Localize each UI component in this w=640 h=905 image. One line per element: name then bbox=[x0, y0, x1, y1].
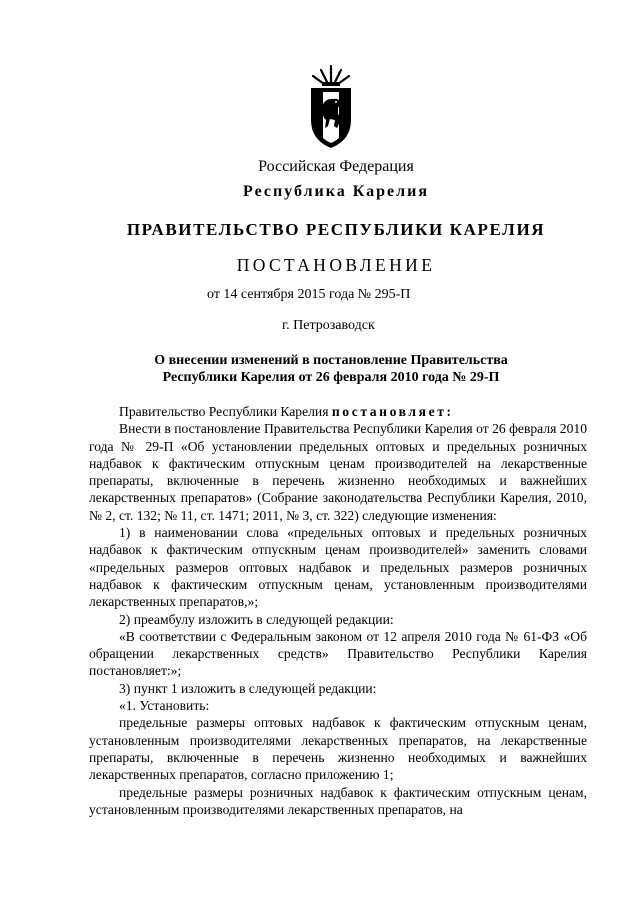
subject-line-1: О внесении изменений в постановление Правительства bbox=[154, 353, 508, 368]
government-title: ПРАВИТЕЛЬСТВО РЕСПУБЛИКИ КАРЕЛИЯ bbox=[126, 220, 546, 239]
body-paragraph: предельные размеры оптовых надбавок к фактическим отпускным ценам, установленным производителями лекарственных препаратов, на лекарственные препараты, включенные в перечень жизненно необходимых и важнейших лекарственных препаратов, согласно приложению 1; bbox=[89, 715, 587, 783]
decree-body bbox=[89, 403, 587, 818]
body-paragraph: Внести в постановление Правительства Республики Карелия от 26 февраля 2010 года № 29-П «Об установлении предельных оптовых и предельных розничных надбавок к фактическим отпускным ценам производителей на лекарственные препараты, включенные в перечень жизненно необходимых и важнейших лекарственных препаратов» (Собрание законодательства Республики Карелия, 2010, № 2, ст. 132; № 11, ст. 1471; 2011, № 3, ст. 322) следующие изменения: bbox=[89, 421, 587, 523]
intro-spaced-verb: постановляет: bbox=[331, 404, 454, 419]
body-paragraph: «В соответствии с Федеральным законом от 12 апреля 2010 года № 61-ФЗ «Об обращении лекарственных средств» Правительство Республики Карелия постановляет:»; bbox=[89, 628, 587, 679]
country-name: Российская Федерация bbox=[258, 158, 414, 175]
body-paragraph: «1. Установить: bbox=[119, 698, 210, 714]
intro-text: Правительство Республики Карелия bbox=[119, 404, 332, 419]
decree-date-number: от 14 сентября 2015 года № 295-П bbox=[207, 287, 411, 302]
body-paragraph: предельные размеры розничных надбавок к фактическим отпускным ценам, установленным производителями лекарственных препаратов, на bbox=[89, 784, 587, 817]
subject-line-2: Республики Карелия от 26 февраля 2010 года № 29-П bbox=[162, 370, 500, 385]
body-paragraph: 2) преамбулу изложить в следующей редакции: bbox=[119, 611, 394, 627]
document-type: ПОСТАНОВЛЕНИЕ bbox=[236, 255, 436, 275]
body-paragraph: 3) пункт 1 изложить в следующей редакции: bbox=[119, 680, 377, 696]
karelia-coat-of-arms-icon bbox=[303, 62, 359, 152]
body-paragraph: 1) в наименовании слова «предельных оптовых и предельных розничных надбавок к фактическим отпускным ценам производителей» заменить словами «предельных размеров оптовых надбавок и предельных размеров розничных надбавок к фактическим отпускным ценам, установленным производителями лекарственных препаратов,»; bbox=[89, 525, 587, 610]
decree-city: г. Петрозаводск bbox=[282, 318, 375, 333]
republic-name: Республика Карелия bbox=[243, 183, 429, 200]
decree-subject bbox=[136, 352, 526, 386]
intro-paragraph bbox=[89, 403, 587, 420]
